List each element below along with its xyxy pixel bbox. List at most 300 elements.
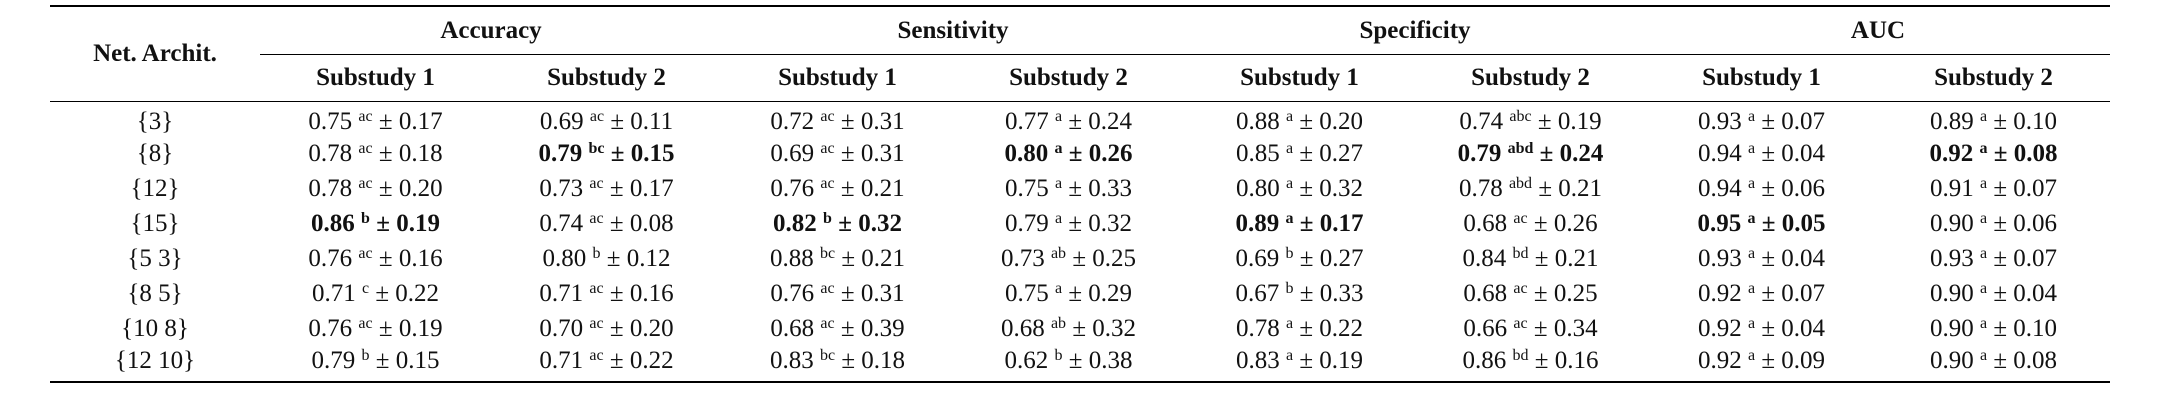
plus-minus-sign: ±	[834, 108, 861, 136]
metric-error: 0.22	[629, 346, 674, 374]
metric-cell	[953, 102, 1184, 137]
significance-letters: ac	[820, 108, 835, 126]
significance-letters: a	[1747, 280, 1756, 297]
metric-error: 0.21	[861, 245, 906, 272]
header-row-groups	[50, 6, 2110, 55]
plus-minus-sign: ±	[603, 280, 630, 307]
significance-letters: bc	[819, 245, 836, 262]
metric-error: 0.08	[2013, 346, 2058, 374]
metric-cell	[722, 137, 953, 172]
metric-cell	[1877, 347, 2110, 382]
metric-cell	[1184, 312, 1415, 347]
plus-minus-sign: ±	[600, 245, 627, 272]
metric-error: 0.27	[1319, 140, 1364, 167]
metric-error: 0.26	[1088, 140, 1133, 167]
metric-cell	[722, 207, 953, 242]
arch-cell: {3}	[136, 108, 174, 136]
group-header-sensitivity: Sensitivity	[722, 6, 1184, 55]
metric-value: 0.75	[1004, 280, 1049, 307]
metric-cell	[1415, 172, 1646, 207]
significance-letters: ac	[1513, 210, 1528, 227]
metric-cell	[1415, 242, 1646, 277]
metric-cell	[722, 242, 953, 277]
significance-letters: abd	[1508, 175, 1533, 192]
metric-error: 0.21	[1558, 175, 1603, 202]
significance-letters: a	[1285, 140, 1294, 157]
metric-value: 0.89	[1929, 108, 1974, 136]
significance-letters: ac	[358, 315, 373, 332]
plus-minus-sign: ±	[1987, 175, 2014, 202]
plus-minus-sign: ±	[1066, 315, 1093, 342]
metric-error: 0.32	[858, 210, 902, 237]
results-table	[50, 5, 2110, 383]
metric-value: 0.69	[539, 108, 584, 136]
metric-error: 0.16	[1554, 346, 1599, 374]
metric-value: 0.76	[308, 315, 353, 342]
plus-minus-sign: ±	[1755, 280, 1782, 307]
metric-error: 0.15	[630, 140, 675, 167]
table-row	[50, 172, 2110, 207]
plus-minus-sign: ±	[835, 245, 862, 272]
metric-error: 0.05	[1781, 210, 1826, 237]
plus-minus-sign: ±	[1062, 210, 1089, 237]
plus-minus-sign: ±	[1527, 315, 1554, 342]
metric-value: 0.71	[311, 280, 356, 307]
metric-value: 0.75	[308, 108, 353, 136]
metric-cell	[260, 207, 491, 242]
metric-error: 0.22	[1319, 315, 1364, 342]
metric-value: 0.90	[1929, 210, 1974, 237]
metric-error: 0.18	[861, 346, 906, 374]
significance-letters: a	[1979, 280, 1988, 297]
significance-letters: ab	[1050, 245, 1067, 262]
arch-cell: {12 10}	[114, 346, 196, 374]
plus-minus-sign: ±	[1293, 108, 1320, 136]
metric-value: 0.71	[539, 346, 584, 374]
metric-error: 0.24	[1559, 140, 1604, 167]
plus-minus-sign: ±	[1987, 315, 2014, 342]
plus-minus-sign: ±	[603, 210, 630, 237]
metric-error: 0.31	[860, 108, 905, 136]
significance-letters: a	[1979, 140, 1988, 157]
metric-value: 0.69	[1235, 245, 1280, 272]
metric-error: 0.21	[860, 175, 905, 202]
arch-column-header: Net. Archit.	[93, 40, 217, 67]
metric-cell	[1184, 277, 1415, 312]
significance-letters: a	[1747, 346, 1756, 364]
metric-value: 0.74	[539, 210, 584, 237]
metric-cell	[722, 347, 953, 382]
metric-error: 0.10	[2013, 315, 2058, 342]
metric-value: 0.68	[1463, 210, 1508, 237]
metric-value: 0.78	[308, 140, 353, 167]
metric-cell	[260, 172, 491, 207]
plus-minus-sign: ±	[372, 245, 399, 272]
metric-value: 0.80	[1004, 140, 1049, 167]
plus-minus-sign: ±	[369, 280, 396, 307]
metric-cell	[1877, 242, 2110, 277]
arch-cell: {8 5}	[127, 280, 183, 307]
arch-cell: {12}	[130, 175, 180, 202]
metric-value: 0.85	[1235, 140, 1280, 167]
metric-value: 0.93	[1929, 245, 1974, 272]
metric-error: 0.19	[1319, 346, 1364, 374]
metric-value: 0.79	[311, 346, 356, 374]
significance-letters: b	[361, 346, 370, 364]
significance-letters: abc	[1509, 108, 1532, 126]
plus-minus-sign: ±	[1755, 140, 1782, 167]
metric-cell	[1184, 102, 1415, 137]
plus-minus-sign: ±	[372, 175, 399, 202]
substudy-header: Substudy 2	[547, 64, 666, 91]
metric-cell	[722, 277, 953, 312]
metric-cell	[953, 137, 1184, 172]
metric-value: 0.84	[1462, 245, 1507, 272]
metric-error: 0.15	[395, 346, 440, 374]
plus-minus-sign: ±	[603, 346, 630, 374]
significance-letters: bc	[588, 140, 605, 157]
metric-cell	[1646, 207, 1877, 242]
significance-letters: b	[1054, 346, 1063, 364]
metric-cell	[1646, 312, 1877, 347]
metric-cell	[491, 137, 722, 172]
plus-minus-sign: ±	[835, 346, 862, 374]
plus-minus-sign: ±	[1066, 245, 1093, 272]
metric-error: 0.20	[398, 175, 443, 202]
significance-letters: ab	[1050, 315, 1067, 332]
table-row	[50, 242, 2110, 277]
plus-minus-sign: ±	[1755, 175, 1782, 202]
metric-cell	[1415, 137, 1646, 172]
metric-error: 0.39	[860, 315, 905, 342]
metric-cell	[953, 172, 1184, 207]
significance-letters: ac	[358, 245, 373, 262]
significance-letters: ac	[820, 315, 835, 332]
metric-cell	[260, 347, 491, 382]
metric-cell	[953, 312, 1184, 347]
metric-value: 0.75	[1004, 175, 1049, 202]
significance-letters: a	[1054, 280, 1063, 297]
plus-minus-sign: ±	[1293, 346, 1320, 374]
metric-cell	[491, 277, 722, 312]
metric-value: 0.80	[1235, 175, 1280, 202]
substudy-header: Substudy 2	[1009, 64, 1128, 91]
table-row	[50, 102, 2110, 137]
metric-cell	[1877, 137, 2110, 172]
metric-cell	[953, 242, 1184, 277]
metric-cell	[491, 172, 722, 207]
metric-value: 0.77	[1004, 108, 1049, 136]
metric-error: 0.34	[1553, 315, 1598, 342]
metric-error: 0.16	[629, 280, 674, 307]
metric-value: 0.94	[1697, 175, 1742, 202]
table-row	[50, 137, 2110, 172]
metric-error: 0.06	[2013, 210, 2058, 237]
metric-value: 0.92	[1697, 280, 1742, 307]
plus-minus-sign: ±	[1293, 245, 1320, 272]
metric-cell	[260, 277, 491, 312]
arch-cell: {10 8}	[121, 315, 189, 342]
metric-cell	[722, 102, 953, 137]
significance-letters: abd	[1507, 140, 1534, 157]
metric-error: 0.11	[630, 108, 674, 136]
metric-cell	[491, 207, 722, 242]
metric-error: 0.31	[860, 140, 905, 167]
metric-error: 0.24	[1088, 108, 1133, 136]
metric-error: 0.32	[1092, 315, 1137, 342]
table-header	[50, 6, 2110, 102]
metric-value: 0.73	[1000, 245, 1045, 272]
metric-cell	[1184, 172, 1415, 207]
metric-value: 0.74	[1459, 108, 1504, 136]
metric-error: 0.18	[398, 140, 443, 167]
substudy-header: Substudy 2	[1934, 64, 2053, 91]
plus-minus-sign: ±	[1755, 108, 1782, 136]
plus-minus-sign: ±	[1528, 245, 1555, 272]
plus-minus-sign: ±	[1527, 280, 1554, 307]
significance-letters: ac	[589, 210, 604, 227]
metric-cell	[1184, 347, 1415, 382]
table-row	[50, 207, 2110, 242]
plus-minus-sign: ±	[1527, 210, 1554, 237]
metric-value: 0.79	[1457, 140, 1502, 167]
substudy-header: Substudy 1	[1240, 64, 1359, 91]
plus-minus-sign: ±	[1062, 140, 1089, 167]
plus-minus-sign: ±	[1293, 315, 1320, 342]
metric-value: 0.78	[308, 175, 353, 202]
plus-minus-sign: ±	[1293, 175, 1320, 202]
metric-cell	[1877, 172, 2110, 207]
metric-error: 0.27	[1319, 245, 1364, 272]
metric-value: 0.68	[1000, 315, 1045, 342]
metric-value: 0.92	[1929, 140, 1974, 167]
header-row-substudies	[50, 55, 2110, 102]
metric-value: 0.62	[1004, 346, 1049, 374]
metric-cell	[260, 137, 491, 172]
metric-value: 0.79	[1004, 210, 1049, 237]
plus-minus-sign: ±	[1987, 280, 2014, 307]
table-body	[50, 102, 2110, 382]
metric-error: 0.25	[1553, 280, 1598, 307]
plus-minus-sign: ±	[1533, 140, 1560, 167]
metric-error: 0.07	[2013, 175, 2058, 202]
metric-value: 0.94	[1697, 140, 1742, 167]
metric-error: 0.04	[2013, 280, 2058, 307]
metric-cell	[953, 277, 1184, 312]
significance-letters: a	[1979, 315, 1988, 332]
significance-letters: ac	[589, 346, 604, 364]
metric-value: 0.80	[542, 245, 587, 272]
metric-error: 0.20	[1319, 108, 1364, 136]
significance-letters: b	[823, 210, 832, 227]
arch-cell: {15}	[130, 210, 180, 237]
metric-error: 0.04	[1781, 245, 1826, 272]
metric-value: 0.71	[539, 280, 584, 307]
metric-cell	[722, 312, 953, 347]
plus-minus-sign: ±	[834, 140, 861, 167]
metric-cell	[1877, 102, 2110, 137]
metric-cell	[260, 312, 491, 347]
significance-letters: ac	[589, 108, 605, 126]
metric-error: 0.17	[398, 108, 443, 136]
metric-value: 0.92	[1697, 346, 1742, 374]
significance-letters: a	[1747, 245, 1756, 262]
metric-cell	[1415, 312, 1646, 347]
plus-minus-sign: ±	[1987, 210, 2014, 237]
significance-letters: a	[1285, 346, 1294, 364]
metric-cell	[1646, 137, 1877, 172]
metric-value: 0.83	[1235, 346, 1280, 374]
significance-letters: a	[1054, 210, 1063, 227]
metric-cell	[1877, 207, 2110, 242]
metric-error: 0.19	[1557, 108, 1602, 136]
significance-letters: a	[1747, 210, 1756, 227]
significance-letters: a	[1979, 245, 1988, 262]
metric-error: 0.32	[1088, 210, 1133, 237]
significance-letters: a	[1979, 108, 1988, 126]
significance-letters: a	[1285, 108, 1294, 126]
metric-value: 0.86	[1462, 346, 1507, 374]
plus-minus-sign: ±	[1293, 210, 1320, 237]
metric-value: 0.89	[1235, 210, 1280, 237]
metric-value: 0.91	[1929, 175, 1974, 202]
plus-minus-sign: ±	[1755, 210, 1782, 237]
metric-error: 0.16	[398, 245, 443, 272]
arch-cell: {8}	[136, 140, 174, 167]
group-header-specificity: Specificity	[1184, 6, 1646, 55]
metric-error: 0.06	[1781, 175, 1826, 202]
significance-letters: ac	[820, 175, 835, 192]
metric-cell	[491, 312, 722, 347]
significance-letters: ac	[358, 108, 373, 126]
plus-minus-sign: ±	[834, 315, 861, 342]
metric-cell	[1415, 102, 1646, 137]
metric-error: 0.08	[2013, 140, 2058, 167]
plus-minus-sign: ±	[1293, 280, 1320, 307]
metric-value: 0.68	[770, 315, 815, 342]
significance-letters: a	[1054, 108, 1063, 126]
table-row	[50, 277, 2110, 312]
plus-minus-sign: ±	[1532, 175, 1559, 202]
plus-minus-sign: ±	[1987, 346, 2014, 374]
significance-letters: bd	[1512, 346, 1529, 364]
significance-letters: bd	[1512, 245, 1529, 262]
metric-cell	[722, 172, 953, 207]
plus-minus-sign: ±	[369, 346, 396, 374]
plus-minus-sign: ±	[372, 140, 399, 167]
significance-letters: a	[1054, 175, 1063, 192]
significance-letters: b	[1285, 280, 1294, 297]
significance-letters: a	[1285, 315, 1294, 332]
metric-error: 0.29	[1088, 280, 1133, 307]
significance-letters: ac	[589, 315, 604, 332]
metric-error: 0.17	[629, 175, 674, 202]
significance-letters: ac	[1513, 315, 1528, 332]
significance-letters: a	[1747, 140, 1756, 157]
significance-letters: a	[1747, 315, 1756, 332]
plus-minus-sign: ±	[1755, 346, 1782, 374]
metric-cell	[1646, 242, 1877, 277]
metric-error: 0.22	[395, 280, 440, 307]
metric-value: 0.92	[1697, 315, 1742, 342]
metric-value: 0.95	[1697, 210, 1742, 237]
plus-minus-sign: ±	[1062, 108, 1089, 136]
metric-value: 0.93	[1697, 245, 1742, 272]
significance-letters: a	[1285, 175, 1294, 192]
metric-value: 0.79	[538, 140, 583, 167]
metric-error: 0.21	[1554, 245, 1599, 272]
metric-value: 0.76	[770, 175, 815, 202]
plus-minus-sign: ±	[1987, 245, 2014, 272]
metric-value: 0.90	[1929, 280, 1974, 307]
metric-value: 0.76	[308, 245, 353, 272]
metric-cell	[491, 242, 722, 277]
plus-minus-sign: ±	[1987, 108, 2014, 136]
significance-letters: a	[1979, 175, 1988, 192]
metric-cell	[1415, 347, 1646, 382]
significance-letters: a	[1979, 346, 1988, 364]
metric-error: 0.33	[1319, 280, 1364, 307]
metric-value: 0.72	[770, 108, 815, 136]
plus-minus-sign: ±	[603, 175, 630, 202]
metric-cell	[1184, 207, 1415, 242]
significance-letters: ac	[589, 280, 604, 297]
significance-letters: a	[1054, 140, 1063, 157]
metric-error: 0.31	[860, 280, 905, 307]
metric-cell	[953, 207, 1184, 242]
metric-cell	[1877, 277, 2110, 312]
metric-cell	[260, 242, 491, 277]
metric-value: 0.93	[1697, 108, 1742, 136]
plus-minus-sign: ±	[1755, 245, 1782, 272]
substudy-header: Substudy 1	[778, 64, 897, 91]
metric-error: 0.07	[2013, 245, 2058, 272]
substudy-header: Substudy 2	[1471, 64, 1590, 91]
metric-error: 0.33	[1088, 175, 1133, 202]
plus-minus-sign: ±	[1062, 280, 1089, 307]
metric-value: 0.66	[1463, 315, 1508, 342]
metric-error: 0.04	[1781, 140, 1826, 167]
plus-minus-sign: ±	[1062, 346, 1089, 374]
significance-letters: bc	[819, 346, 836, 364]
metric-value: 0.78	[1235, 315, 1280, 342]
metric-cell	[491, 102, 722, 137]
metric-error: 0.08	[629, 210, 674, 237]
metric-error: 0.09	[1781, 346, 1826, 374]
significance-letters: ac	[1513, 280, 1528, 297]
plus-minus-sign: ±	[372, 315, 399, 342]
metric-error: 0.38	[1088, 346, 1133, 374]
plus-minus-sign: ±	[834, 175, 861, 202]
metric-error: 0.10	[2013, 108, 2058, 136]
significance-letters: a	[1747, 175, 1756, 192]
plus-minus-sign: ±	[372, 108, 399, 136]
significance-letters: ac	[358, 175, 373, 192]
metric-value: 0.69	[770, 140, 815, 167]
table-row	[50, 312, 2110, 347]
metric-value: 0.86	[311, 210, 355, 237]
plus-minus-sign: ±	[1293, 140, 1320, 167]
metric-cell	[260, 102, 491, 137]
significance-letters: c	[361, 280, 370, 297]
metric-value: 0.68	[1463, 280, 1508, 307]
metric-value: 0.67	[1235, 280, 1280, 307]
group-header-auc: AUC	[1646, 6, 2110, 55]
arch-cell: {5 3}	[127, 245, 183, 272]
metric-cell	[1415, 207, 1646, 242]
metric-value: 0.78	[1458, 175, 1503, 202]
metric-error: 0.25	[1092, 245, 1137, 272]
